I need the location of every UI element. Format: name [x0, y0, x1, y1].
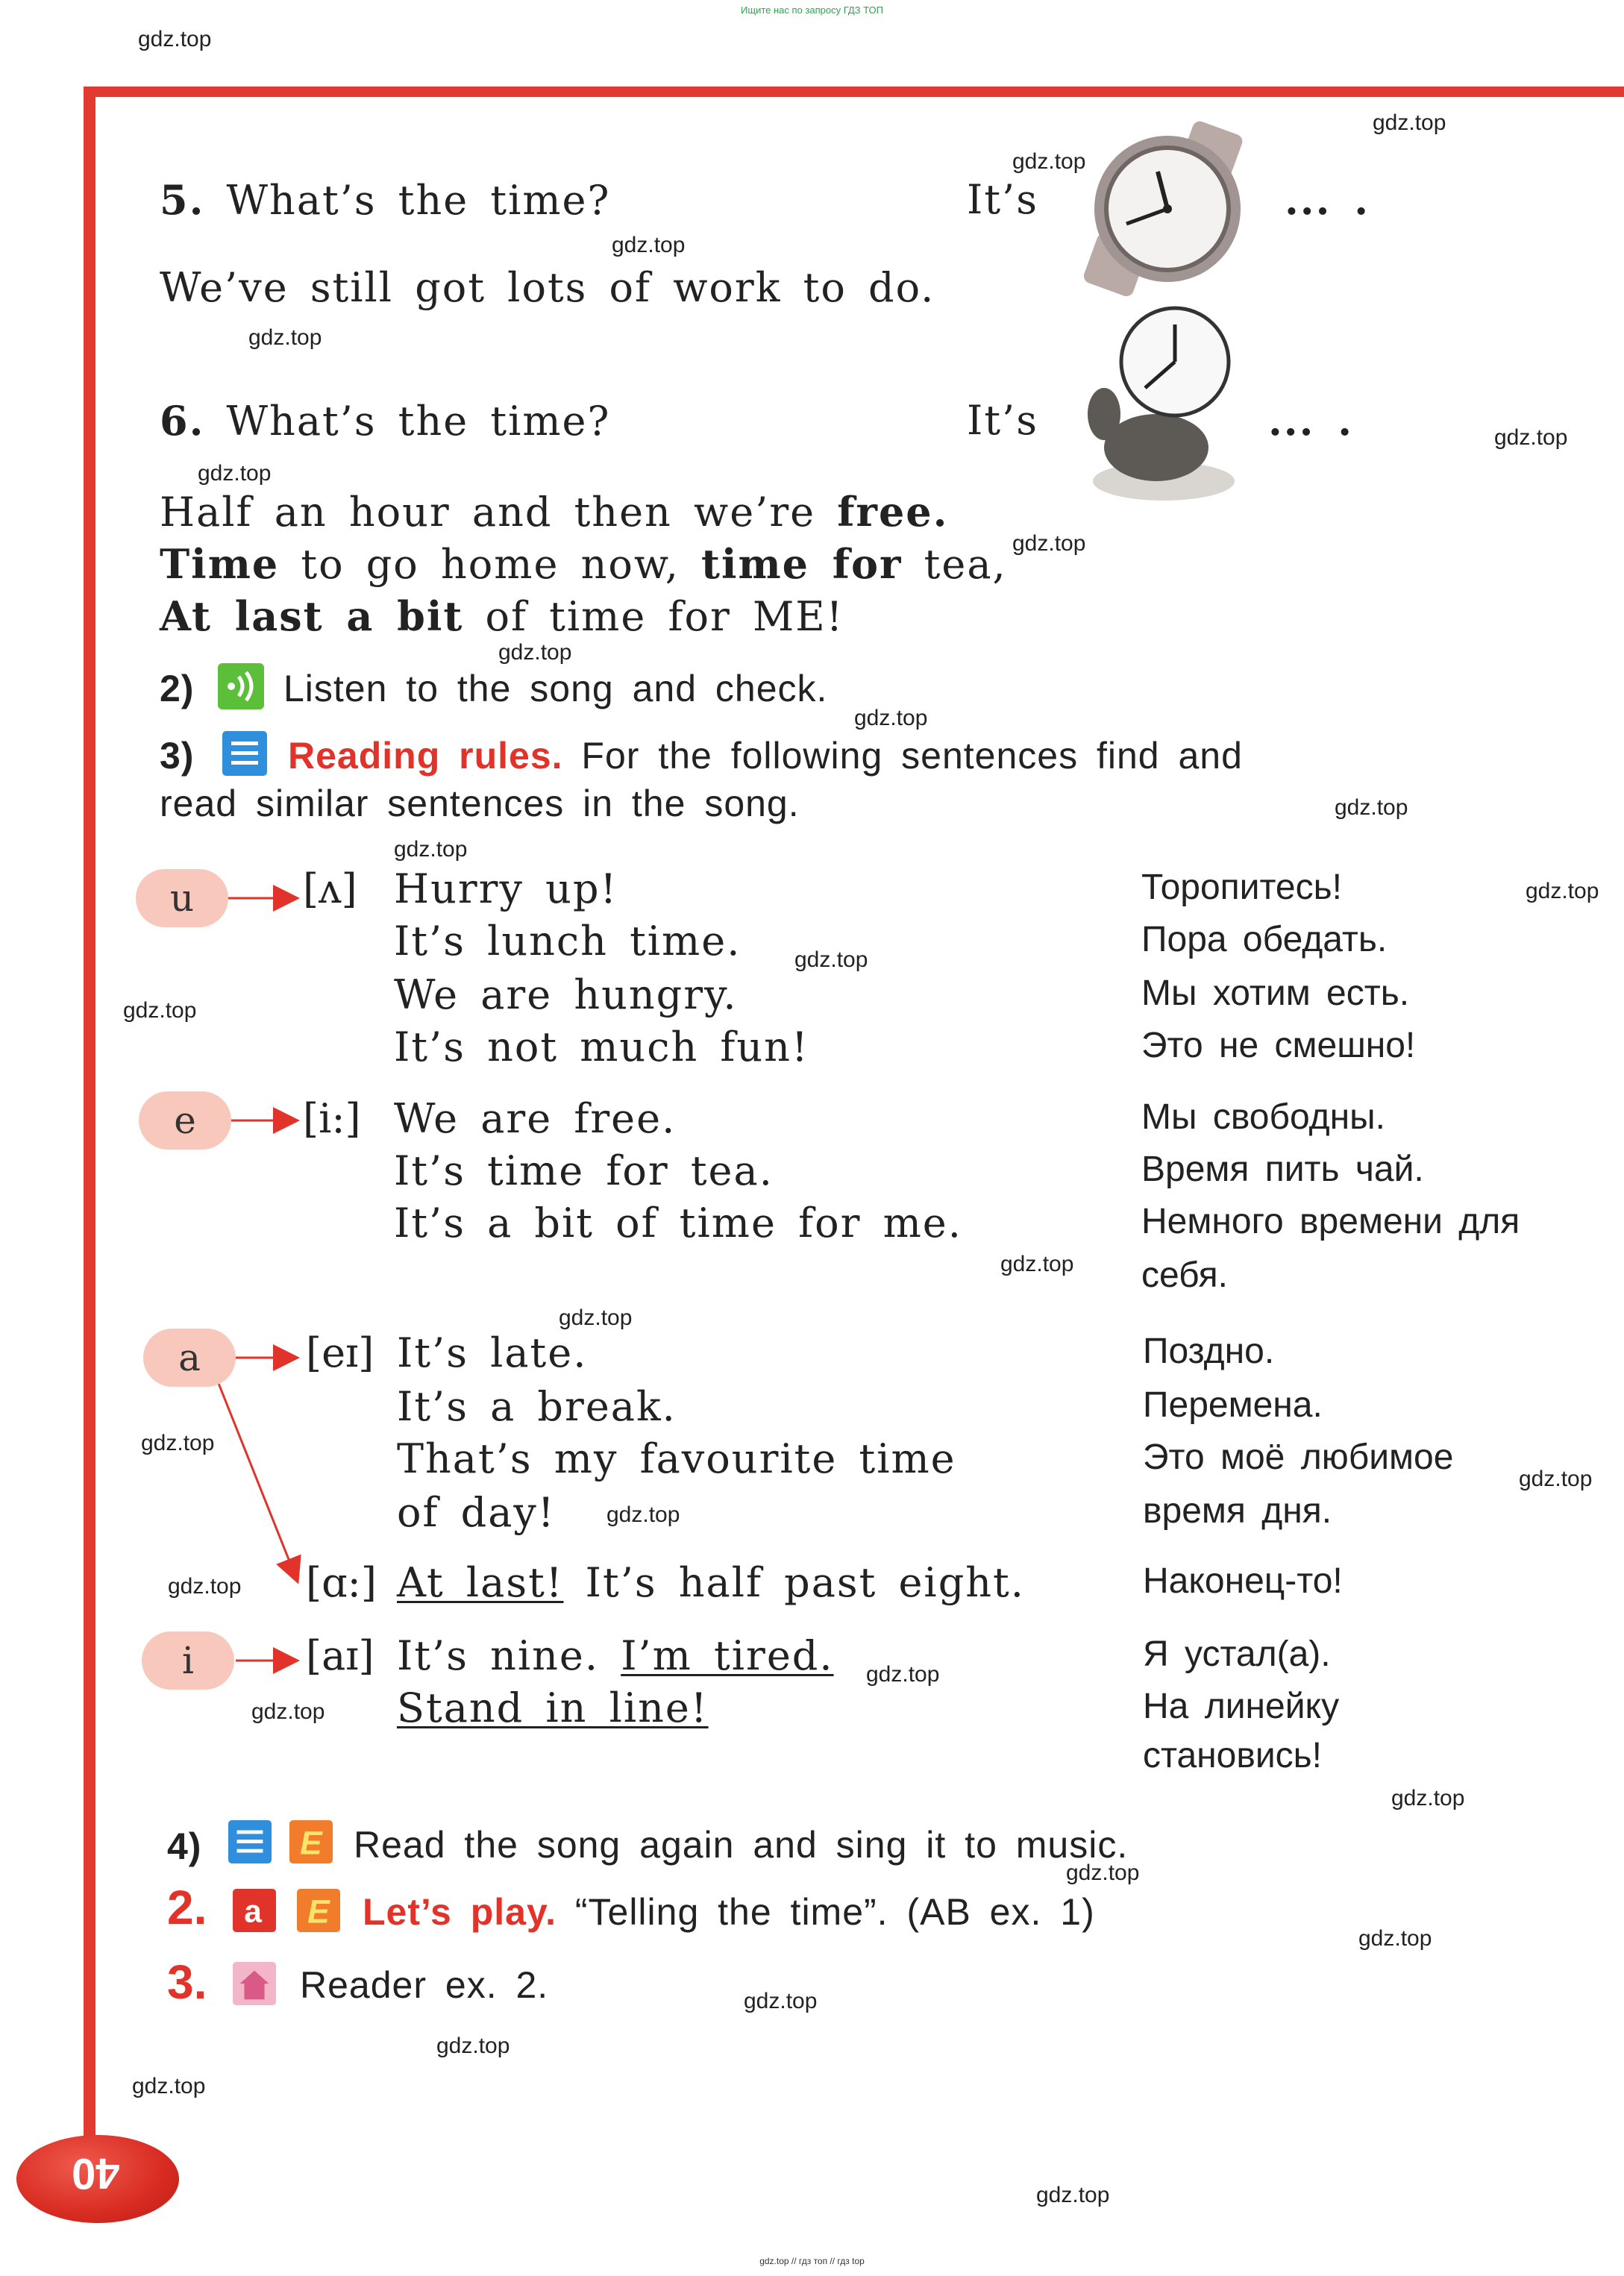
ex2-title: Let’s play.	[363, 1891, 557, 1933]
watermark: gdz.top	[138, 27, 212, 51]
verse5-number: 5.	[160, 176, 205, 224]
rule-u-ru-1: Торопитесь!	[1141, 868, 1342, 907]
svg-text:a: a	[244, 1893, 262, 1930]
task3-title: Reading rules.	[288, 735, 563, 777]
rule-e-en-1: We are free.	[394, 1095, 677, 1142]
rule-a-sound2: [ɑ:]	[306, 1559, 377, 1606]
svg-text:E: E	[300, 1825, 322, 1862]
rule-a-ru2: Наконец-то!	[1143, 1561, 1343, 1601]
rule-e-letter: e	[139, 1091, 231, 1150]
verse5-line2: We’ve still got lots of work to do.	[160, 264, 935, 311]
footer-note: gdz.top // гдз топ // гдз top	[759, 2256, 865, 2266]
watermark: gdz.top	[1526, 879, 1599, 903]
watermark: gdz.top	[1335, 795, 1408, 820]
verse6-question: What’s the time?	[226, 398, 611, 445]
watermark: gdz.top	[612, 233, 686, 257]
task3-text2: read similar sentences in the song.	[160, 783, 800, 824]
rule-a-ru-1: Поздно.	[1143, 1332, 1275, 1371]
svg-text:E: E	[307, 1893, 330, 1931]
watermark: gdz.top	[498, 640, 572, 665]
watermark: gdz.top	[1519, 1467, 1593, 1491]
search-note: Ищите нас по запросу ГДЗ ТОП	[741, 4, 883, 16]
watermark: gdz.top	[198, 461, 272, 486]
book-icon	[228, 1820, 272, 1863]
ex2-number: 2.	[167, 1881, 207, 1934]
rule-a-en-2: It’s a break.	[397, 1383, 677, 1430]
watermark: gdz.top	[1036, 2183, 1110, 2207]
watermark: gdz.top	[854, 706, 928, 730]
rule-e-en-2: It’s time for tea.	[394, 1147, 774, 1194]
task2-text: Listen to the song and check.	[283, 668, 828, 709]
watermark: gdz.top	[1012, 531, 1086, 556]
rule-u-letter: u	[136, 869, 228, 927]
rule-u-en-1: Hurry up!	[394, 865, 618, 912]
rule-a-en2-underlined: At last!	[397, 1559, 564, 1606]
verse6-its: It’s	[967, 397, 1038, 444]
rule-u-sound: [ʌ]	[303, 865, 357, 912]
rule-e-sound: [i:]	[303, 1095, 361, 1142]
verse6-line2a: Half an hour and then we’re	[160, 489, 838, 536]
task3-number: 3)	[160, 735, 195, 777]
ex3-number: 3.	[167, 1955, 207, 2009]
rule-i-ru-2: На линейку	[1143, 1687, 1340, 1726]
watermark: gdz.top	[1066, 1860, 1140, 1885]
rule-e-en-3: It’s a bit of time for me.	[394, 1200, 962, 1247]
watermark: gdz.top	[132, 2074, 206, 2098]
rule-u-ru-2: Пора обедать.	[1141, 920, 1388, 959]
rule-i-en-2: Stand in line!	[397, 1684, 709, 1731]
rule-e-ru-2: Время пить чай.	[1141, 1150, 1424, 1189]
verse5-question: What’s the time?	[226, 177, 611, 224]
rule-u-en-3: We are hungry.	[394, 971, 738, 1018]
rule-a-en-4: of day!	[397, 1489, 556, 1536]
rule-a-ru-4: время дня.	[1143, 1491, 1332, 1531]
e-letter-icon	[289, 1820, 333, 1863]
rule-i-en-1a: It’s nine.	[397, 1632, 621, 1679]
watermark: gdz.top	[251, 1699, 325, 1724]
watermark: gdz.top	[1373, 110, 1446, 135]
watermark: gdz.top	[1494, 425, 1568, 450]
watermark: gdz.top	[1000, 1252, 1074, 1276]
verse6-line3b: to go home now,	[279, 541, 702, 588]
watermark: gdz.top	[123, 998, 197, 1023]
verse6-line2b: free.	[837, 488, 949, 536]
task2-number: 2)	[160, 668, 195, 709]
rule-a-sound: [eɪ]	[306, 1329, 374, 1376]
watermark: gdz.top	[1358, 1926, 1432, 1951]
rule-i-ru-3: становись!	[1143, 1736, 1322, 1775]
watermark: gdz.top	[394, 837, 468, 862]
watermark: gdz.top	[168, 1574, 242, 1599]
rule-a-en2-rest: It’s half past eight.	[563, 1559, 1025, 1606]
verse5-blank: ... .	[1285, 176, 1370, 224]
rule-i-en-1b: I’m tired.	[621, 1632, 834, 1679]
page-number: 40	[72, 2149, 120, 2198]
watermark: gdz.top	[436, 2034, 510, 2058]
task4-text: Read the song again and sing it to music.	[354, 1824, 1129, 1866]
rule-a-en-3: That’s my favourite time	[397, 1435, 956, 1482]
watermark: gdz.top	[1391, 1786, 1465, 1811]
rule-i-letter: i	[142, 1631, 234, 1690]
e-letter-icon	[297, 1889, 340, 1932]
watermark: gdz.top	[141, 1431, 215, 1455]
watermark: gdz.top	[248, 325, 322, 350]
watermark: gdz.top	[866, 1662, 940, 1687]
ex2-text: “Telling the time”. (AB ex. 1)	[556, 1891, 1095, 1933]
verse6-number: 6.	[160, 397, 205, 445]
rule-e-ru-4: себя.	[1141, 1255, 1228, 1295]
watermark: gdz.top	[744, 1989, 818, 2013]
verse6-line3a: Time	[160, 540, 280, 588]
ex3-text: Reader ex. 2.	[300, 1964, 549, 2006]
rule-a-en-1: It’s late.	[397, 1329, 588, 1376]
pencil-a-icon	[233, 1889, 276, 1932]
rule-e-ru-1: Мы свободны.	[1141, 1097, 1385, 1137]
rule-a-letter: a	[143, 1329, 236, 1387]
verse6-line4b: of time for ME!	[463, 593, 844, 640]
rule-u-ru-3: Мы хотим есть.	[1141, 974, 1410, 1013]
rule-e-ru-3: Немного времени для	[1141, 1202, 1520, 1241]
verse5-its: It’s	[967, 176, 1038, 223]
watermark: gdz.top	[794, 947, 868, 972]
rule-i-sound: [aɪ]	[306, 1632, 374, 1679]
rule-u-ru-4: Это не смешно!	[1141, 1026, 1416, 1065]
task3-text1: For the following sentences find and	[562, 735, 1243, 777]
watermark: gdz.top	[559, 1305, 633, 1330]
rule-u-en-2: It’s lunch time.	[394, 918, 742, 965]
verse6-line3c: time for	[701, 540, 903, 588]
verse6-blank: ... .	[1268, 397, 1353, 445]
watermark: gdz.top	[606, 1502, 680, 1527]
rule-u-en-4: It’s not much fun!	[394, 1023, 809, 1070]
rule-i-ru-1: Я устал(а).	[1143, 1634, 1331, 1674]
rule-a-ru-2: Перемена.	[1143, 1385, 1323, 1425]
verse6-line4a: At last a bit	[160, 592, 464, 640]
rule-a-ru-3: Это моё любимое	[1143, 1438, 1454, 1477]
verse6-line3d: tea,	[902, 541, 1007, 588]
task4-number: 4)	[167, 1825, 202, 1867]
home-icon	[233, 1962, 276, 2005]
watermark: gdz.top	[1012, 149, 1086, 174]
